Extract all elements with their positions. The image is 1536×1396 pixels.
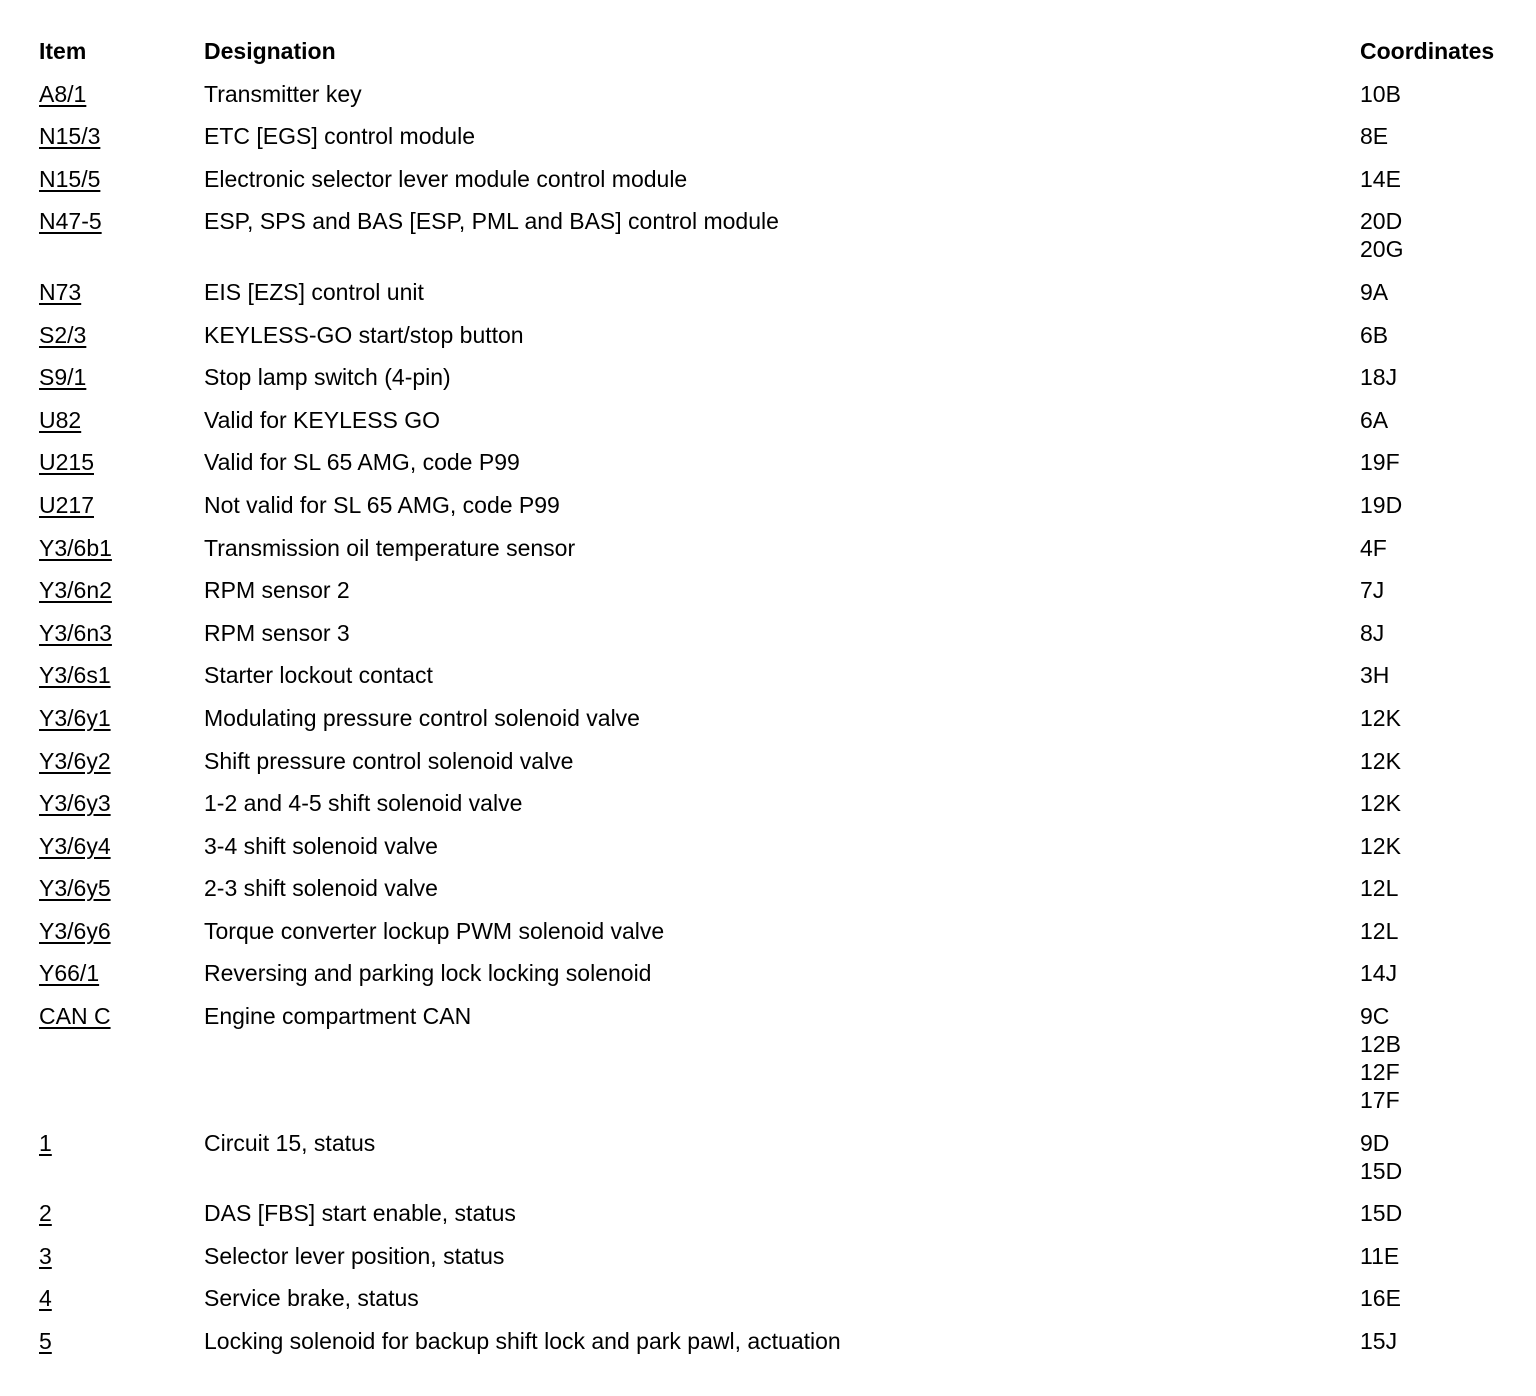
item-link[interactable]: Y3/6n3 [39, 619, 112, 646]
coordinate-value: 17F [1360, 1087, 1400, 1114]
item-cell [39, 1284, 204, 1312]
table-row [39, 959, 1519, 987]
designation-cell: Transmitter key [204, 80, 362, 107]
item-cell [39, 619, 204, 647]
item-cell [39, 165, 204, 193]
table-row [39, 704, 1519, 732]
coordinates-cell [1360, 1002, 1519, 1114]
item-link[interactable]: 4 [39, 1285, 52, 1312]
item-cell [39, 959, 204, 987]
coordinate-value: 10B [1360, 80, 1401, 107]
item-link[interactable]: N73 [39, 278, 82, 305]
item-link[interactable]: Y3/6y1 [39, 704, 111, 731]
item-link[interactable]: Y3/6y4 [39, 832, 111, 859]
designation-cell: Not valid for SL 65 AMG, code P99 [204, 491, 560, 518]
table-row [39, 491, 1519, 519]
header-item: Item [39, 38, 87, 64]
designation-cell: Starter lockout contact [204, 662, 433, 689]
designation-cell: Valid for SL 65 AMG, code P99 [204, 449, 520, 476]
item-cell [39, 448, 204, 476]
item-cell [39, 789, 204, 817]
item-link[interactable]: 1 [39, 1129, 52, 1156]
header-designation: Designation [204, 38, 336, 64]
coordinate-value: 9D [1360, 1129, 1390, 1156]
table-row [39, 789, 1519, 817]
coordinates-cell [1360, 406, 1519, 434]
coordinate-value: 12K [1360, 704, 1401, 731]
coordinates-cell [1360, 959, 1519, 987]
item-link[interactable]: U217 [39, 491, 94, 518]
table-row [39, 1242, 1519, 1270]
item-cell [39, 534, 204, 562]
coordinate-value: 14E [1360, 165, 1401, 192]
table-row [39, 832, 1519, 860]
designation-cell: Transmission oil temperature sensor [204, 534, 576, 561]
item-cell [39, 747, 204, 775]
table-row [39, 80, 1519, 108]
item-link[interactable]: 2 [39, 1200, 52, 1227]
coordinates-cell [1360, 448, 1519, 476]
coordinates-cell [1360, 1129, 1519, 1185]
coordinate-value: 20D [1360, 208, 1403, 235]
coordinate-value: 8J [1360, 619, 1385, 646]
coordinate-value: 6B [1360, 321, 1389, 348]
coordinate-value: 9C [1360, 1003, 1390, 1030]
item-link[interactable]: N15/5 [39, 165, 101, 192]
item-cell [39, 1129, 204, 1157]
coordinates-cell [1360, 1199, 1519, 1227]
coordinate-value: 15D [1360, 1157, 1403, 1184]
item-cell [39, 874, 204, 902]
table-body [39, 80, 1519, 1355]
designation-cell: RPM sensor 3 [204, 619, 350, 646]
table-row [39, 874, 1519, 902]
designation-cell: KEYLESS-GO start/stop button [204, 321, 524, 348]
item-cell [39, 917, 204, 945]
item-link[interactable]: Y3/6y2 [39, 747, 111, 774]
table-row [39, 661, 1519, 689]
table-row [39, 619, 1519, 647]
item-link[interactable]: Y3/6n2 [39, 577, 112, 604]
item-link[interactable]: S2/3 [39, 321, 87, 348]
table-row [39, 1284, 1519, 1312]
item-cell [39, 661, 204, 689]
item-cell [39, 363, 204, 391]
coordinate-value: 15J [1360, 1328, 1398, 1355]
item-cell [39, 122, 204, 150]
designation-cell: Torque converter lockup PWM solenoid valve [204, 917, 665, 944]
table-row [39, 321, 1519, 349]
coordinates-cell [1360, 207, 1519, 263]
coordinate-value: 19F [1360, 449, 1400, 476]
table-header [39, 37, 1519, 65]
coordinate-value: 7J [1360, 577, 1385, 604]
coordinate-value: 12K [1360, 747, 1401, 774]
coordinates-cell [1360, 491, 1519, 519]
item-link[interactable]: U82 [39, 406, 82, 433]
coordinates-cell [1360, 1284, 1519, 1312]
coordinate-value: 12L [1360, 875, 1399, 902]
coordinate-value: 14J [1360, 960, 1398, 987]
designation-cell: Locking solenoid for backup shift lock and park pawl, actuation [204, 1328, 841, 1355]
designation-cell: Selector lever position, status [204, 1242, 505, 1269]
designation-cell: ESP, SPS and BAS [ESP, PML and BAS] control module [204, 208, 779, 235]
coordinate-value: 12K [1360, 832, 1401, 859]
coordinates-cell [1360, 321, 1519, 349]
table-row [39, 534, 1519, 562]
coordinate-value: 12L [1360, 917, 1399, 944]
item-cell [39, 321, 204, 349]
item-link[interactable]: 3 [39, 1242, 52, 1269]
table-row [39, 207, 1519, 263]
designation-cell: DAS [FBS] start enable, status [204, 1200, 516, 1227]
coordinate-value: 16E [1360, 1285, 1401, 1312]
coordinates-cell [1360, 704, 1519, 732]
coordinate-value: 12K [1360, 790, 1401, 817]
item-cell [39, 278, 204, 306]
item-link[interactable]: 5 [39, 1328, 52, 1355]
coordinates-cell [1360, 747, 1519, 775]
item-cell [39, 1242, 204, 1270]
item-cell [39, 1002, 204, 1030]
item-link[interactable]: A8/1 [39, 80, 87, 107]
designation-cell: Engine compartment CAN [204, 1003, 472, 1030]
item-cell [39, 704, 204, 732]
designation-cell: Stop lamp switch (4-pin) [204, 364, 451, 391]
coordinates-cell [1360, 1327, 1519, 1355]
table-row [39, 917, 1519, 945]
table-row [39, 1002, 1519, 1114]
coordinate-value: 3H [1360, 662, 1390, 689]
coordinates-cell [1360, 576, 1519, 604]
item-link[interactable]: Y3/6s1 [39, 662, 111, 689]
designation-cell: Modulating pressure control solenoid valve [204, 704, 640, 731]
table-row [39, 122, 1519, 150]
coordinates-cell [1360, 832, 1519, 860]
coordinates-cell [1360, 619, 1519, 647]
table-row [39, 363, 1519, 391]
coordinate-value: 12B [1360, 1031, 1401, 1058]
header-coordinates: Coordinates [1360, 38, 1495, 64]
coordinates-cell [1360, 278, 1519, 306]
designation-cell: 1-2 and 4-5 shift solenoid valve [204, 790, 523, 817]
item-cell [39, 576, 204, 604]
item-link[interactable]: Y66/1 [39, 960, 100, 987]
coordinate-value: 18J [1360, 364, 1398, 391]
item-cell [39, 207, 204, 235]
item-link[interactable]: Y3/6y5 [39, 875, 111, 902]
designation-cell: Circuit 15, status [204, 1129, 376, 1156]
item-link[interactable]: CAN C [39, 1003, 111, 1030]
coordinate-value: 8E [1360, 123, 1389, 150]
item-link[interactable]: Y3/6b1 [39, 534, 112, 561]
legend-table [39, 37, 1519, 1370]
coordinates-cell [1360, 363, 1519, 391]
coordinates-cell [1360, 661, 1519, 689]
coordinates-cell [1360, 122, 1519, 150]
item-cell [39, 80, 204, 108]
designation-cell: Valid for KEYLESS GO [204, 406, 441, 433]
coordinates-cell [1360, 165, 1519, 193]
item-link[interactable]: N15/3 [39, 123, 101, 150]
item-link[interactable]: N47-5 [39, 208, 102, 235]
table-row [39, 278, 1519, 306]
coordinate-value: 20G [1360, 236, 1404, 263]
designation-cell: 3-4 shift solenoid valve [204, 832, 438, 859]
coordinates-cell [1360, 80, 1519, 108]
coordinate-value: 12F [1360, 1059, 1400, 1086]
table-row [39, 747, 1519, 775]
coordinate-value: 6A [1360, 406, 1389, 433]
designation-cell: Reversing and parking lock locking solenoid [204, 960, 652, 987]
designation-cell: EIS [EZS] control unit [204, 278, 424, 305]
coordinate-value: 4F [1360, 534, 1387, 561]
table-row [39, 165, 1519, 193]
coordinates-cell [1360, 917, 1519, 945]
item-cell [39, 1199, 204, 1227]
coordinate-value: 19D [1360, 491, 1403, 518]
item-cell [39, 406, 204, 434]
designation-cell: ETC [EGS] control module [204, 123, 475, 150]
coordinates-cell [1360, 874, 1519, 902]
table-row [39, 448, 1519, 476]
coordinate-value: 15D [1360, 1200, 1403, 1227]
designation-cell: 2-3 shift solenoid valve [204, 875, 438, 902]
coordinates-cell [1360, 534, 1519, 562]
item-link[interactable]: S9/1 [39, 364, 87, 391]
item-cell [39, 832, 204, 860]
table-row [39, 1129, 1519, 1185]
item-link[interactable]: Y3/6y6 [39, 917, 111, 944]
table-row [39, 576, 1519, 604]
table-row [39, 406, 1519, 434]
coordinate-value: 11E [1360, 1242, 1400, 1269]
designation-cell: Electronic selector lever module control module [204, 165, 688, 192]
designation-cell: RPM sensor 2 [204, 577, 350, 604]
item-cell [39, 1327, 204, 1355]
designation-cell: Service brake, status [204, 1285, 419, 1312]
coordinates-cell [1360, 789, 1519, 817]
table-row [39, 1327, 1519, 1355]
designation-cell: Shift pressure control solenoid valve [204, 747, 574, 774]
coordinates-cell [1360, 1242, 1519, 1270]
item-link[interactable]: Y3/6y3 [39, 790, 111, 817]
item-link[interactable]: U215 [39, 449, 94, 476]
table-row [39, 1199, 1519, 1227]
item-cell [39, 491, 204, 519]
coordinate-value: 9A [1360, 278, 1389, 305]
